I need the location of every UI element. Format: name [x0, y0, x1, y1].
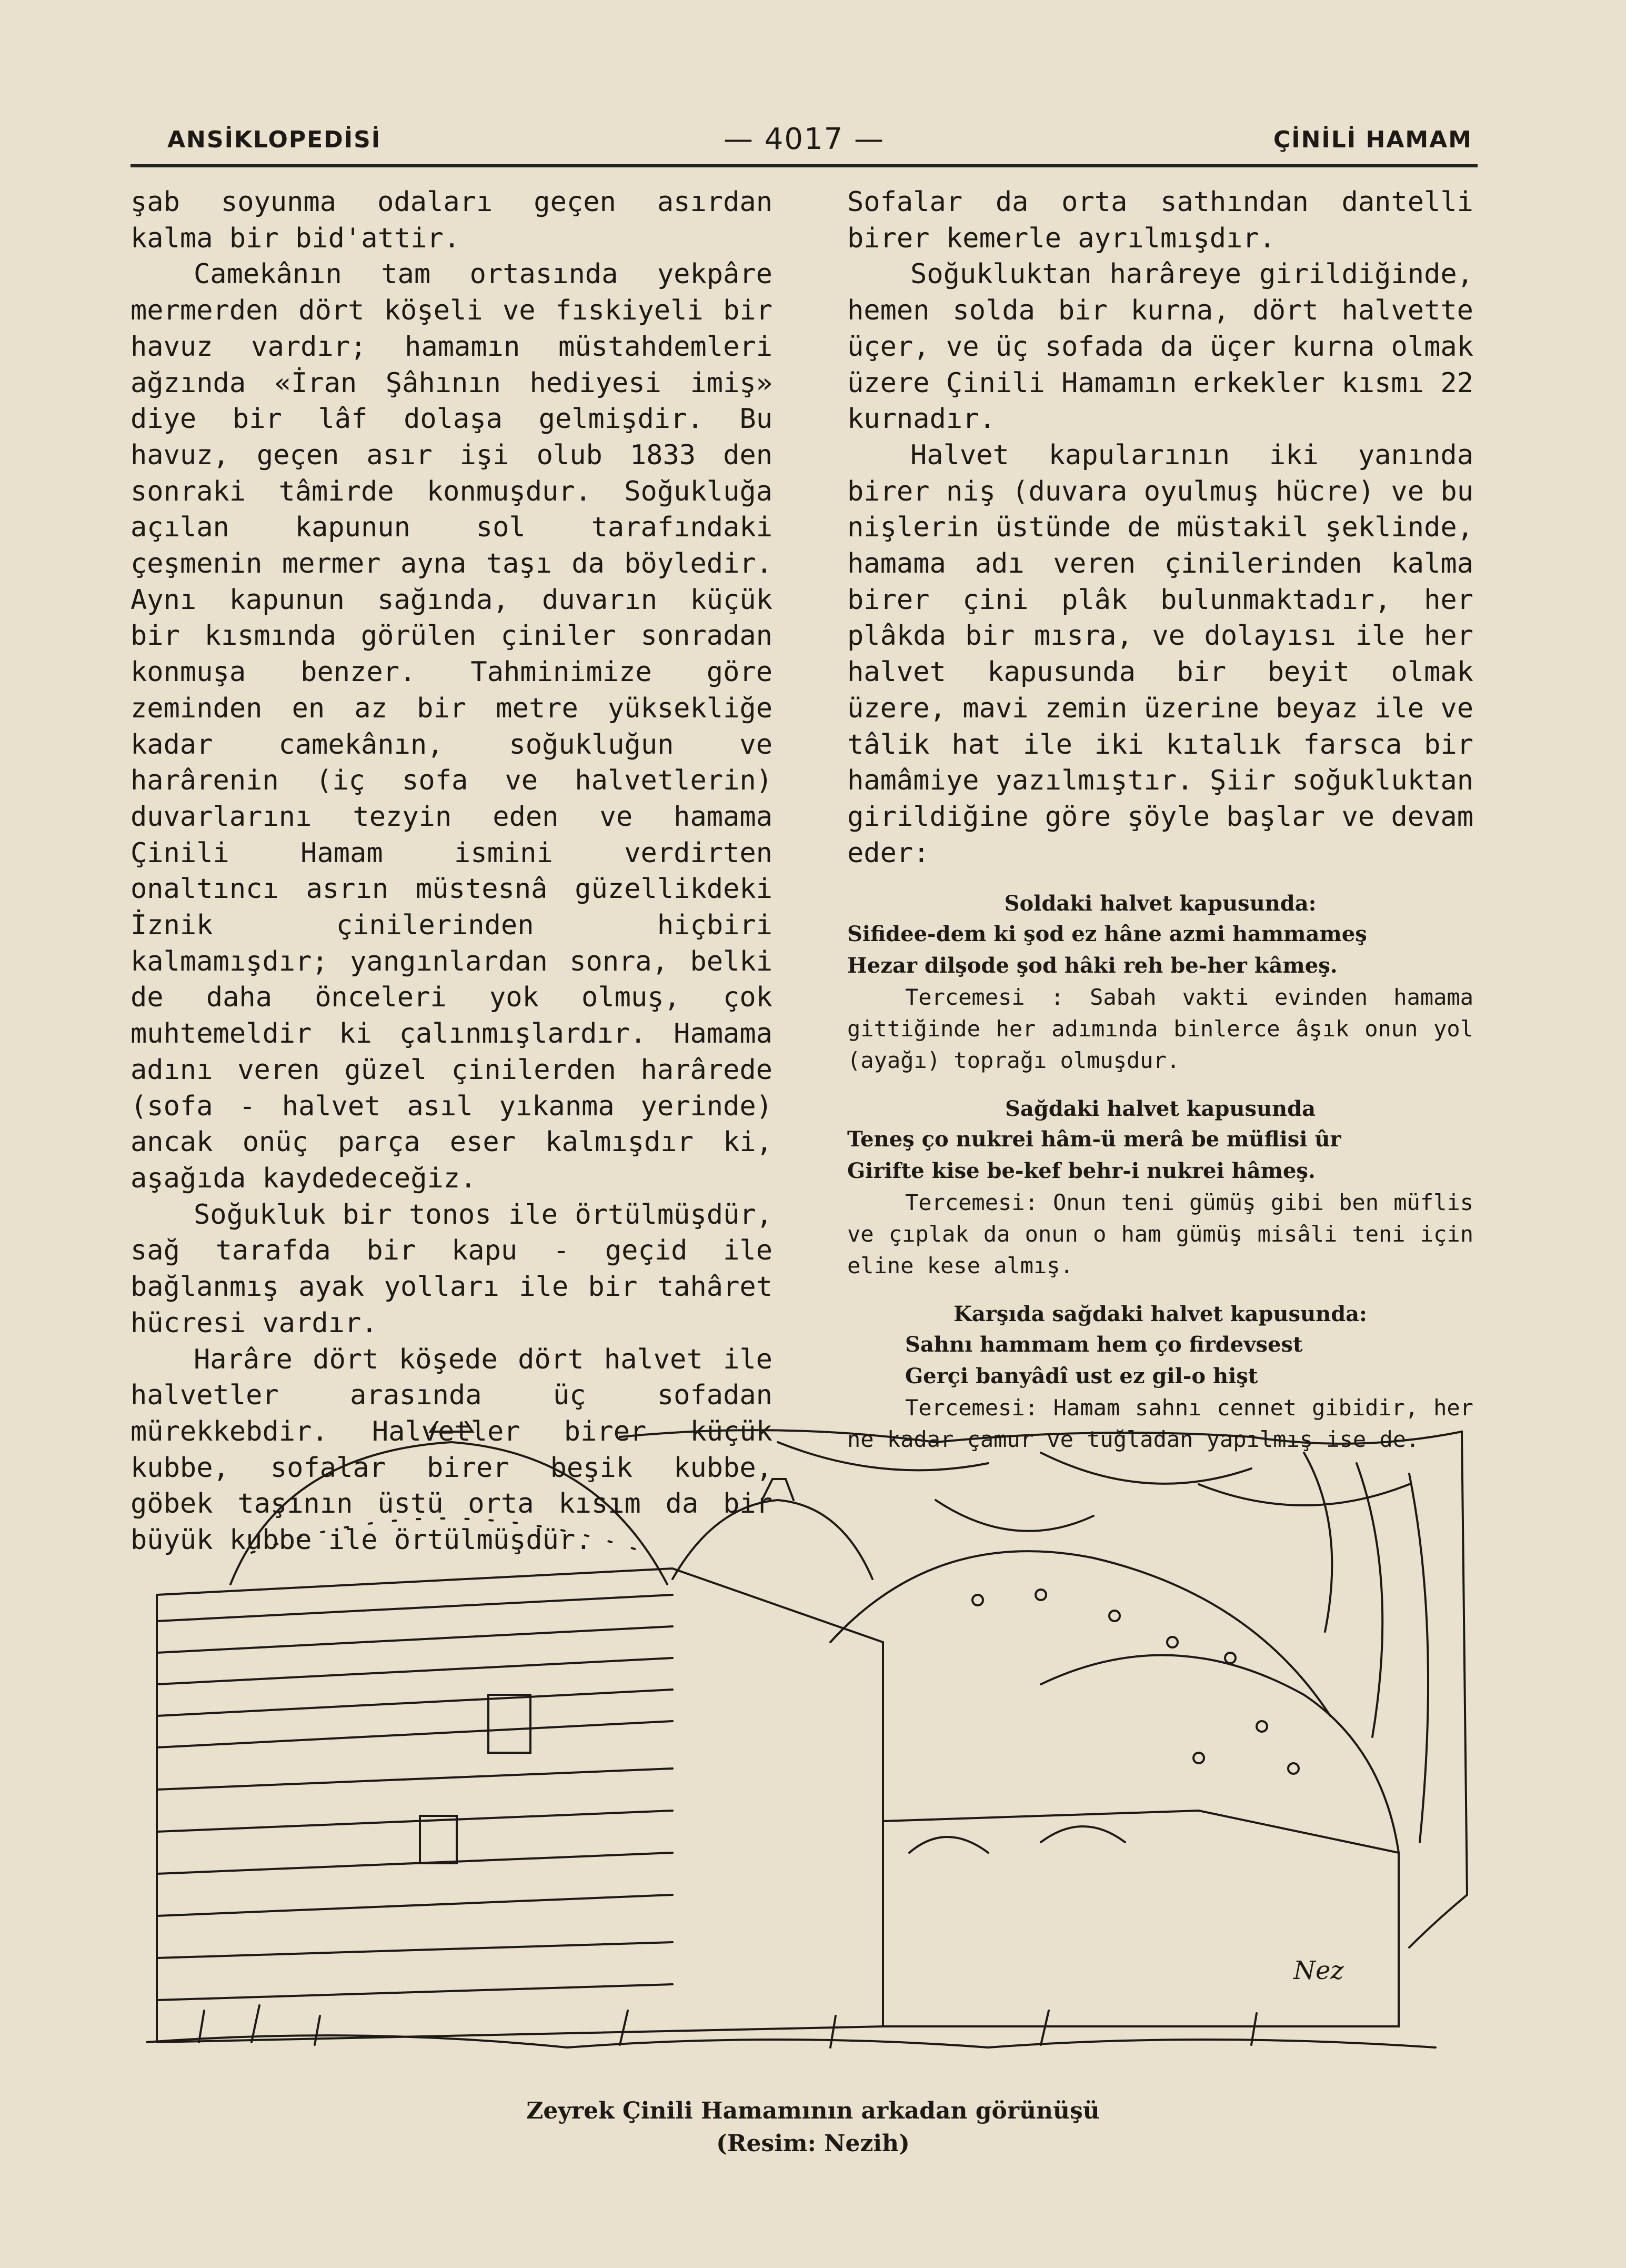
right-dome — [830, 1551, 1330, 1716]
verse-line: Gerçi banyâdî ust ez gil-o hişt — [905, 1364, 1258, 1389]
large-dome — [230, 1442, 667, 1584]
caption-credit: (Resim: Nezih) — [716, 2130, 910, 2157]
verse-heading: Soldaki halvet kapusunda: — [1004, 891, 1317, 916]
paragraph: şab soyunma odaları geçen asırdan kalma bir bid'attir. — [131, 186, 772, 254]
right-column — [847, 184, 1473, 1455]
verse-translation: Tercemesi: Hamam sahnı cennet gibidir, her ne kadar çamur ve tuğladan yapılmış ise de. — [847, 1395, 1473, 1453]
paragraph: Soğukluktan harâreye girildiğinde, hemen solda bir kurna, dört halvette üçer, ve üç sofada da üçer kurna olmak üzere Çinili Hamamın erkekler kısmı 22 kurnadır. — [847, 258, 1473, 435]
paragraph: Soğukluk bir tonos ile örtülmüşdür, sağ tarafda bir kapu - geçid ile bağlanmış ayak yolları ile bir tahâret hücresi vardır. — [131, 1198, 772, 1339]
left-column — [131, 184, 772, 1558]
page-header — [131, 117, 1478, 167]
paragraph: Harâre dört köşede dört halvet ile halvetler arasında üç sofadan mürekkebdir. Halvetler birer küçük kubbe, sofalar birer beşik kubbe, göbek taşının üstü orta kısım da bir büyük kubbe ile örtülmüşdür. — [131, 1343, 772, 1556]
small-dome — [673, 1500, 872, 1579]
window — [420, 1816, 457, 1863]
verse-block — [847, 1094, 1473, 1282]
figure-caption — [0, 2095, 1626, 2160]
paragraph: Camekânın tam ortasında yekpâre mermerden dört köşeli ve fıskiyeli bir havuz vardır; hamamın müstahdemleri ağzında «İran Şâhının hediyesi imiş» diye bir lâf dolaşa gelmişdir. Bu havuz, geçen asır işi olub 1833 den sonraki tâmirde konmuşdur. Soğukluğa açılan kapunun sol tarafındaki çeşmenin mermer ayna taşı da böyledir. Aynı kapunun sağında, duvarın küçük bir kısmında görülen çiniler sonradan konmuşa benzer. Tahminimize göre zeminden en az bir metre yüksekliğe kadar camekânın, soğukluğun ve harârenin (iç sofa ve halvetlerin) duvarlarını tezyin eden ve hamama Çinili Hamam ismini verdirten onaltıncı asrın müstesnâ güzellikdeki İznik çinilerinden hiçbiri kalmamışdır; yangınlardan sonra, belki de daha önceleri yok olmuş, çok muhtemeldir ki çalınmışlardır. Hamama adını veren güzel çinilerden harârede (sofa - halvet asıl yıkanma yerinde) ancak onüç parça eser kalmışdır ki, aşağıda kaydedeceğiz. — [131, 258, 772, 1194]
window — [488, 1695, 530, 1753]
verse-line: Sahnı hammam hem ço firdevsest — [905, 1332, 1303, 1357]
paragraph: Sofalar da orta sathından dantelli birer kemerle ayrılmışdır. — [847, 186, 1473, 254]
verse-heading: Sağdaki halvet kapusunda — [1005, 1096, 1316, 1122]
verse-block — [847, 889, 1473, 1076]
verse-line: Girifte kise be-kef behr-i nukrei hâmeş. — [847, 1158, 1316, 1184]
article-title: ÇİNİLİ HAMAM — [1273, 126, 1472, 153]
artist-signature: Nez — [1293, 1956, 1344, 1985]
main-wall — [157, 1568, 883, 2042]
hamam-illustration — [146, 1421, 1483, 2090]
paragraph: Halvet kapularının iki yanında birer niş (duvara oyulmuş hücre) ve bu nişlerin üstünde de müstakil şeklinde, hamama adı veren çinilerinden kalma birer çini plâk bulunmaktadır, her plâkda bir mısra, ve dolayısı ile her halvet kapusunda bir beyit olmak üzere, mavi zemin üzerine beyaz ile ve tâlik hat ile iki kıtalık farsca bir hamâmiye yazılmıştır. Şiir soğukluktan girildiğine göre şöyle başlar ve devam eder: — [847, 439, 1473, 869]
verse-line: Sifidee-dem ki şod ez hâne azmi hammameş — [847, 922, 1367, 947]
verse-line: Teneş ço nukrei hâm-ü merâ be müflisi ûr — [847, 1127, 1341, 1152]
verse-translation: Tercemesi : Sabah vakti evinden hamama gittiğinde her adımında binlerce âşık onun yol (ayağı) toprağı olmuşdur. — [847, 984, 1473, 1074]
caption-title: Zeyrek Çinili Hamamının arkadan görünüşü — [526, 2097, 1100, 2124]
encyclopedia-title: ANSİKLOPEDİSİ — [167, 126, 382, 153]
verse-heading: Karşıda sağdaki halvet kapusunda: — [953, 1302, 1367, 1327]
verse-line: Hezar dilşode şod hâki reh be-her kâmeş. — [847, 953, 1338, 978]
verse-translation: Tercemesi: Onun teni gümüş gibi ben müflis ve çıplak da onun o ham gümüş misâli teni için eline kese almış. — [847, 1190, 1473, 1279]
page-number: — 4017 — — [723, 122, 885, 156]
